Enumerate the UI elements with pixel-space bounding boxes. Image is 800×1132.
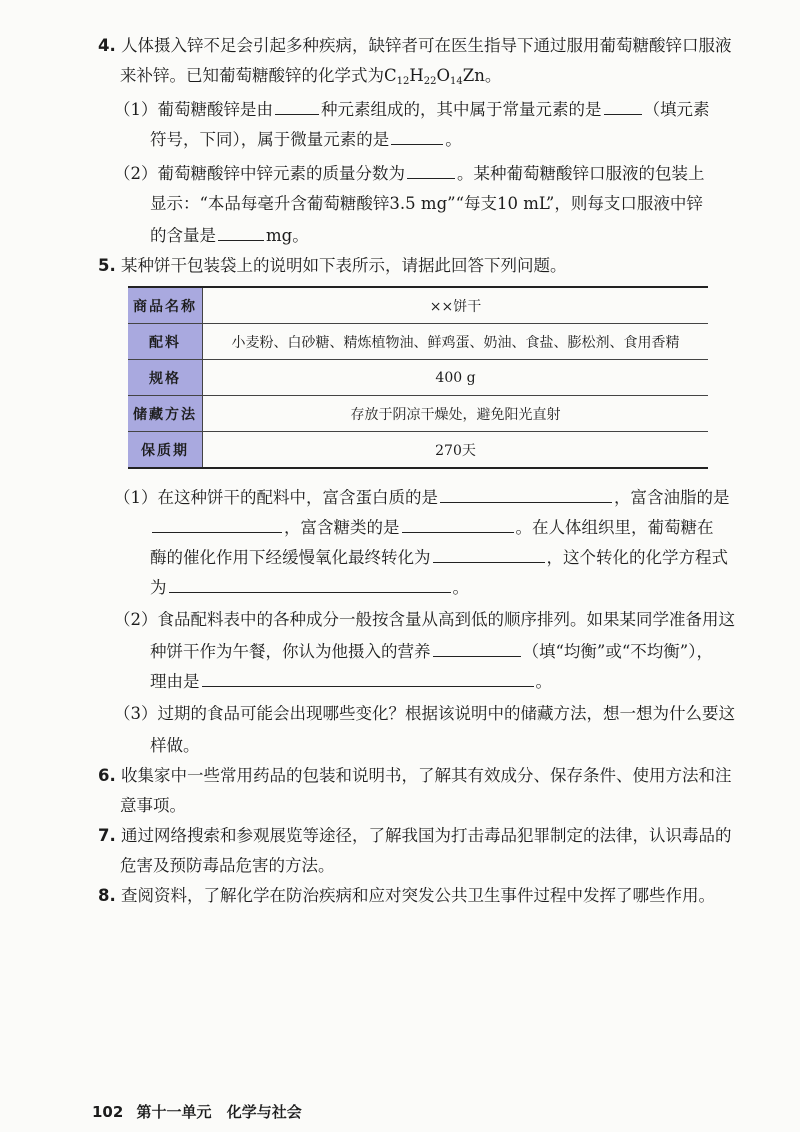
- q5-part3-line-2: 样做。: [150, 736, 200, 755]
- q5-part2-line-3: 理由是 。: [150, 672, 552, 691]
- answer-blank[interactable]: [440, 486, 612, 503]
- answer-blank[interactable]: [433, 546, 545, 563]
- answer-blank[interactable]: [169, 576, 451, 593]
- q4-part2-line-2: 显示：“本品每毫升含葡萄糖酸锌3.5 mg”“每支10 mL”，则每支口服液中锌: [150, 194, 703, 213]
- table-value-cell: 270天: [203, 432, 709, 469]
- q4-number: 4.: [98, 36, 116, 55]
- table-header-cell: 储藏方法: [128, 396, 203, 432]
- q4-line-1: 4. 人体摄入锌不足会引起多种疾病，缺锌者可在医生指导下通过服用葡萄糖酸锌口服液: [98, 36, 732, 55]
- q4-line-2: 来补锌。已知葡萄糖酸锌的化学式为$C_{12}H_{22}O_{14}Zn$。: [120, 66, 502, 87]
- table-row: [128, 324, 708, 360]
- q5-line-1: 5. 某种饼干包装袋上的说明如下表所示，请据此回答下列问题。: [98, 256, 567, 275]
- q6-line-1: 6. 收集家中一些常用药品的包装和说明书，了解其有效成分、保存条件、使用方法和注: [98, 766, 732, 785]
- answer-blank[interactable]: [391, 128, 443, 145]
- q8-line-1: 8. 查阅资料，了解化学在防治疾病和应对突发公共卫生事件过程中发挥了哪些作用。: [98, 886, 715, 905]
- q5-part1-line-3: 酶的催化作用下经缓慢氧化最终转化为 ，这个转化的化学方程式: [150, 548, 728, 567]
- q5-number: 5.: [98, 256, 116, 275]
- answer-blank[interactable]: [218, 224, 264, 241]
- table-header-cell: 商品名称: [128, 287, 203, 324]
- q5-part2-line-1: （2）食品配料表中的各种成分一般按含量从高到低的顺序排列。如果某同学准备用这: [114, 610, 735, 629]
- product-info-table: [128, 286, 708, 469]
- table-value-cell: 400 g: [203, 360, 709, 396]
- q8-number: 8.: [98, 886, 116, 905]
- table-row: [128, 287, 708, 324]
- q4-part1-line-2: 符号，下同），属于微量元素的是 。: [150, 130, 462, 149]
- answer-blank[interactable]: [152, 516, 282, 533]
- answer-blank[interactable]: [604, 98, 642, 115]
- table-value-cell: 小麦粉、白砂糖、精炼植物油、鲜鸡蛋、奶油、食盐、膨松剂、食用香精: [203, 324, 709, 360]
- answer-blank[interactable]: [433, 640, 521, 657]
- q6-number: 6.: [98, 766, 116, 785]
- table-row: [128, 360, 708, 396]
- page-footer: [92, 1101, 302, 1122]
- q4-part2-line-1: （2）葡萄糖酸锌中锌元素的质量分数为 。某种葡萄糖酸锌口服液的包装上: [114, 164, 705, 183]
- chemical-formula: $C_{12}H_{22}O_{14}Zn$。: [384, 66, 502, 87]
- unit-title: 化学与社会: [226, 1103, 302, 1121]
- q5-part2-line-2: 种饼干作为午餐，你认为他摄入的营养 （填“均衡”或“不均衡”），: [150, 642, 713, 661]
- table-header-cell: 保质期: [128, 432, 203, 469]
- table-row: [128, 396, 708, 432]
- q5-part3-line-1: （3）过期的食品可能会出现哪些变化？根据该说明中的储藏方法，想一想为什么要这: [114, 704, 735, 723]
- answer-blank[interactable]: [202, 670, 534, 687]
- table-row: [128, 432, 708, 469]
- table-value-cell: 存放于阴凉干燥处，避免阳光直射: [203, 396, 709, 432]
- q4-part1-line-1: （1）葡萄糖酸锌是由 种元素组成的，其中属于常量元素的是 （填元素: [114, 100, 710, 119]
- q7-line-1: 7. 通过网络搜索和参观展览等途径，了解我国为打击毒品犯罪制定的法律，认识毒品的: [98, 826, 732, 845]
- q5-part1-line-4: 为 。: [150, 578, 469, 597]
- q7-number: 7.: [98, 826, 116, 845]
- unit-label: 第十一单元: [136, 1103, 212, 1121]
- answer-blank[interactable]: [402, 516, 514, 533]
- table-header-cell: 规格: [128, 360, 203, 396]
- q5-part1-line-1: （1）在这种饼干的配料中，富含蛋白质的是 ，富含油脂的是: [114, 488, 730, 507]
- answer-blank[interactable]: [407, 162, 455, 179]
- q4-part2-line-3: 的含量是 mg。: [150, 226, 309, 245]
- page-number: 102: [92, 1103, 124, 1121]
- q5-part1-line-2: ，富含糖类的是 。在人体组织里，葡萄糖在: [150, 516, 714, 540]
- q6-line-2: 意事项。: [120, 796, 186, 815]
- answer-blank[interactable]: [275, 98, 319, 115]
- table-value-cell: ××饼干: [203, 287, 709, 324]
- table-header-cell: 配料: [128, 324, 203, 360]
- q7-line-2: 危害及预防毒品危害的方法。: [120, 856, 335, 875]
